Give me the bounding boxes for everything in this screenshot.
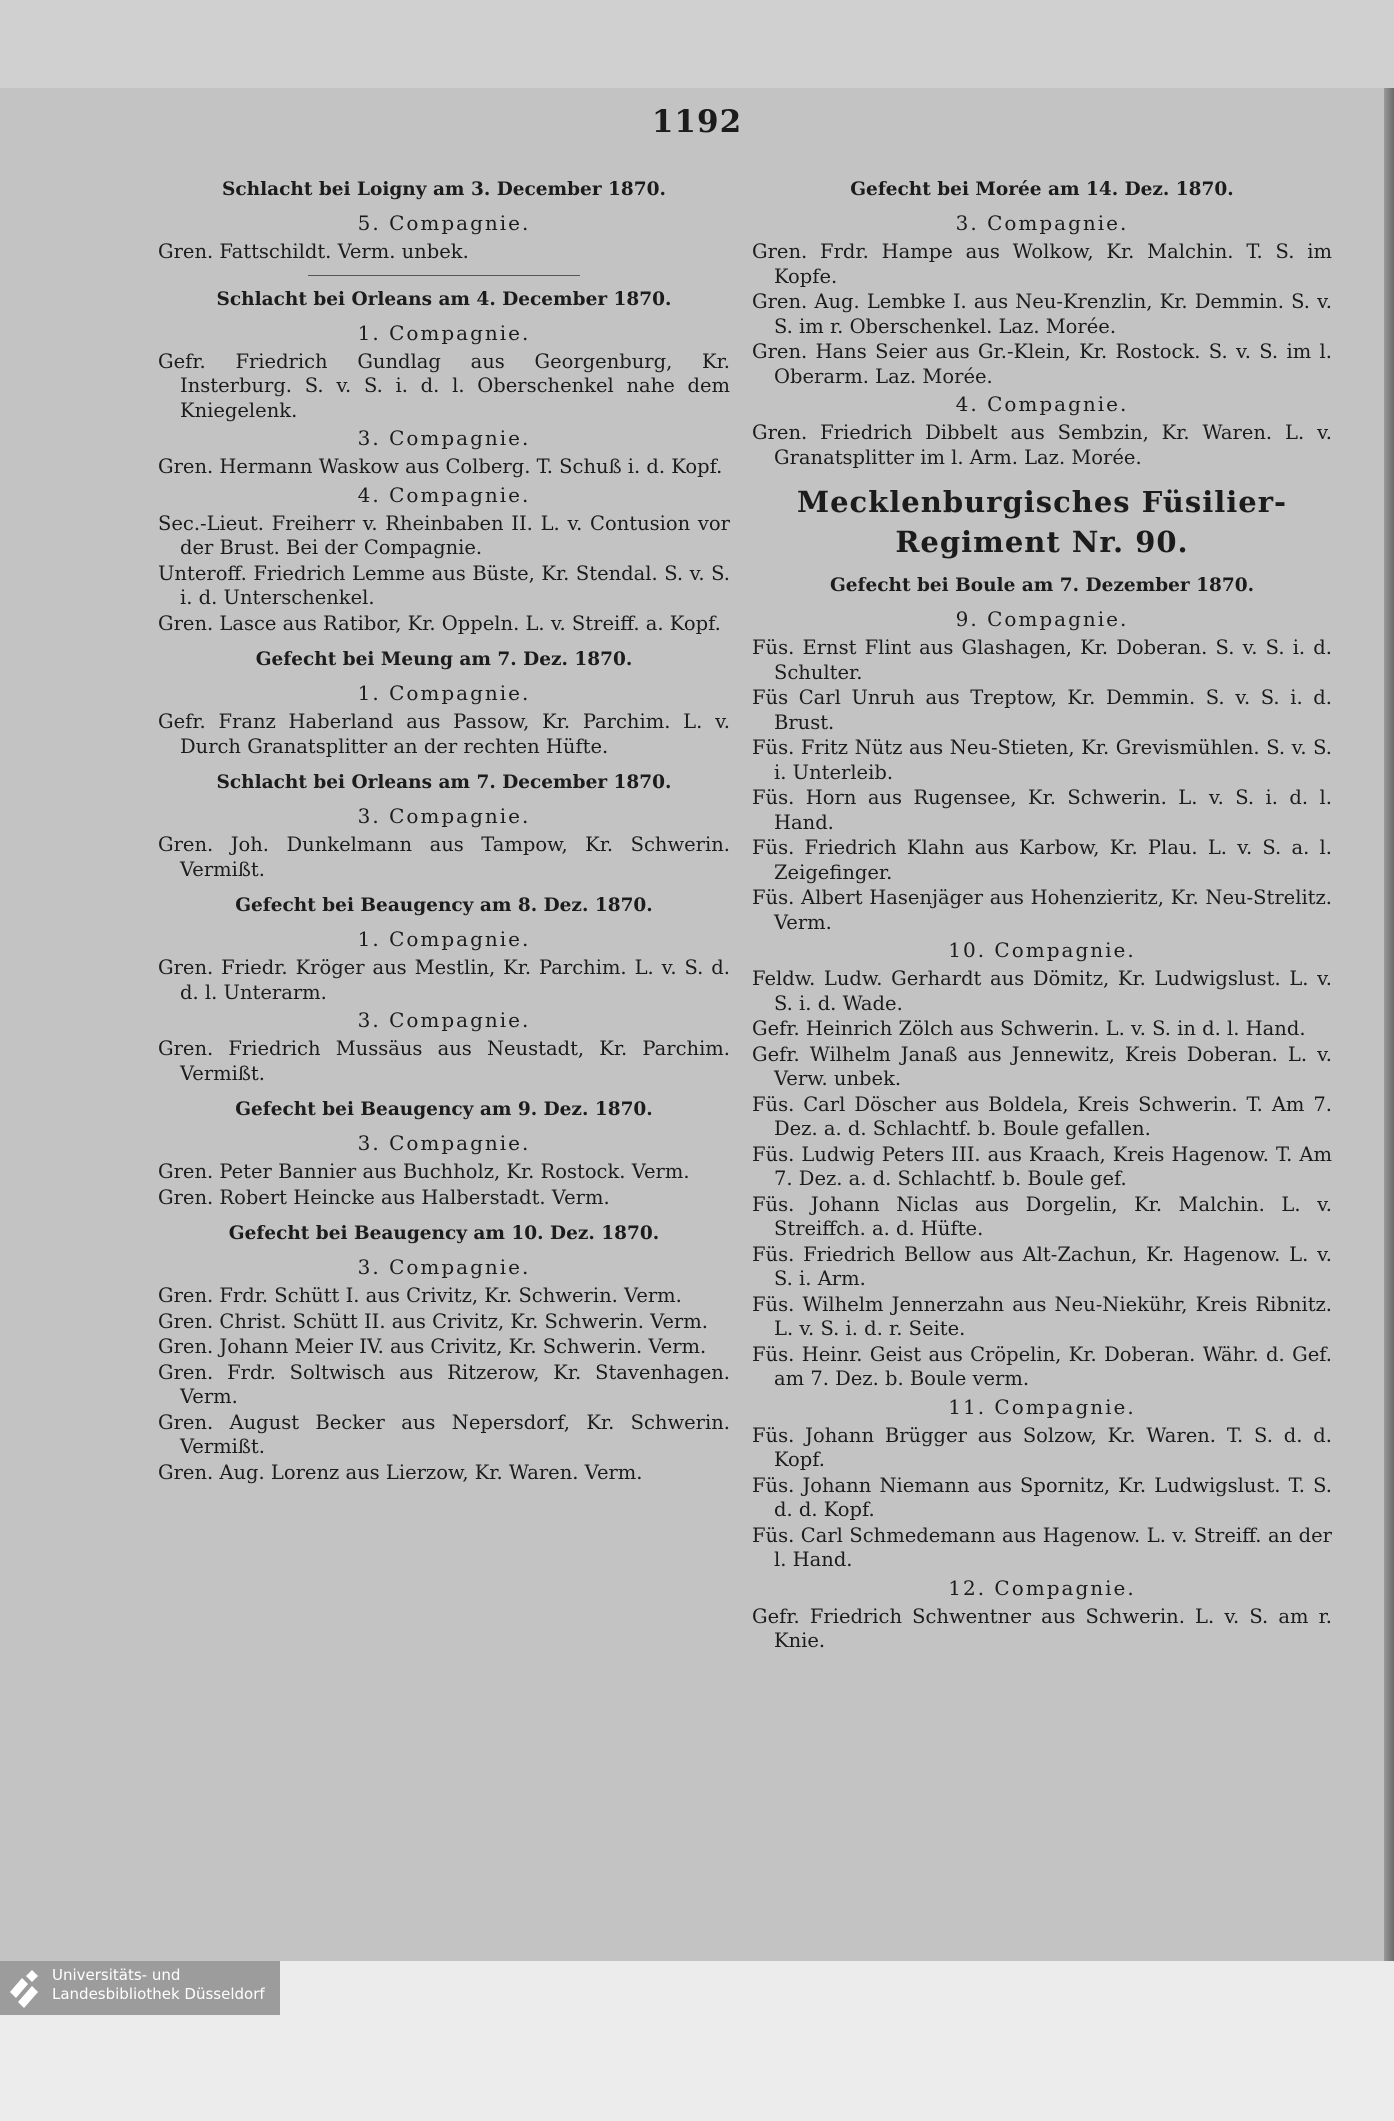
casualty-entry: Füs. Friedrich Klahn aus Karbow, Kr. Plau. L. v. S. a. l. Zeigefinger. [752, 836, 1332, 884]
company-label: 4. Compagnie. [955, 392, 1129, 416]
section-heading: Gefecht bei Boule am 7. Dezember 1870. [829, 575, 1255, 596]
casualty-entry: Gren. Friedr. Kröger aus Mestlin, Kr. Parchim. L. v. S. d. d. l. Unterarm. [158, 956, 730, 1004]
section-heading: Gefecht bei Beaugency am 10. Dez. 1870. [228, 1223, 660, 1244]
casualty-entry: Füs. Ludwig Peters III. aus Kraach, Kreis Hagenow. T. Am 7. Dez. a. d. Schlachtf. b. Boule gef. [752, 1142, 1332, 1190]
section-heading: Gefecht bei Meung am 7. Dez. 1870. [255, 649, 633, 670]
casualty-entry: Gren. Robert Heincke aus Halberstadt. Verm. [158, 1185, 610, 1209]
left-column [158, 166, 730, 1486]
casualty-entry: Gren. Frdr. Soltwisch aus Ritzerow, Kr. Stavenhagen. Verm. [158, 1360, 730, 1408]
section-heading: Gefecht bei Morée am 14. Dez. 1870. [850, 179, 1234, 200]
section-heading: Schlacht bei Orleans am 4. December 1870. [216, 288, 672, 310]
company-label: 4. Compagnie. [357, 482, 531, 507]
casualty-entry: Feldw. Ludw. Gerhardt aus Dömitz, Kr. Ludwigslust. L. v. S. i. d. Wade. [752, 967, 1332, 1015]
casualty-entry: Gren. Friedrich Mussäus aus Neustadt, Kr. Parchim. Vermißt. [158, 1037, 730, 1085]
company-label: 5. Compagnie. [357, 211, 531, 235]
casualty-entry: Gren. Lasce aus Ratibor, Kr. Oppeln. L. v. Streiff. a. Kopf. [158, 611, 721, 635]
company-label: 3. Compagnie. [357, 1008, 531, 1032]
casualty-entry: Füs. Johann Brügger aus Solzow, Kr. Waren. T. S. d. d. Kopf. [752, 1423, 1332, 1471]
casualty-entry: Füs. Fritz Nütz aus Neu-Stieten, Kr. Grevismühlen. S. v. S. i. Unterleib. [752, 736, 1332, 784]
company-label: 3. Compagnie. [357, 1255, 531, 1279]
company-label: 9. Compagnie. [955, 607, 1129, 631]
casualty-entry: Gren. Peter Bannier aus Buchholz, Kr. Rostock. Verm. [158, 1160, 690, 1183]
company-label: 11. Compagnie. [948, 1394, 1136, 1419]
casualty-entry: Füs. Carl Döscher aus Boldela, Kreis Schwerin. T. Am 7. Dez. a. d. Schlachtf. b. Boule gefallen. [752, 1092, 1332, 1140]
casualty-entry: Gren. August Becker aus Nepersdorf, Kr. Schwerin. Vermißt. [158, 1410, 730, 1458]
company-label: 3. Compagnie. [955, 211, 1129, 235]
casualty-entry: Gren. Hermann Waskow aus Colberg. T. Schuß i. d. Kopf. [158, 455, 723, 478]
casualty-entry: Gren. Johann Meier IV. aus Crivitz, Kr. Schwerin. Verm. [158, 1335, 707, 1358]
library-logo-icon[interactable] [6, 1966, 46, 2010]
casualty-entry: Füs Carl Unruh aus Treptow, Kr. Demmin. S. v. S. i. d. Brust. [752, 686, 1332, 734]
company-label: 12. Compagnie. [948, 1575, 1136, 1600]
casualty-entry: Füs. Friedrich Bellow aus Alt-Zachun, Kr. Hagenow. L. v. S. i. Arm. [752, 1242, 1332, 1290]
page-number: 1192 [651, 104, 743, 140]
casualty-entry: Füs. Albert Hasenjäger aus Hohenzieritz, Kr. Neu-Strelitz. Verm. [752, 886, 1332, 934]
casualty-entry: Füs. Ernst Flint aus Glashagen, Kr. Doberan. S. v. S. i. d. Schulter. [752, 636, 1332, 684]
casualty-entry: Gren. Friedrich Dibbelt aus Sembzin, Kr. Waren. L. v. Granatsplitter im l. Arm. Laz. Morée. [752, 421, 1332, 469]
company-label: 1. Compagnie. [357, 927, 531, 951]
casualty-entry: Gren. Joh. Dunkelmann aus Tampow, Kr. Schwerin. Vermißt. [158, 833, 730, 881]
casualty-entry: Gefr. Friedrich Schwentner aus Schwerin. L. v. S. am r. Knie. [752, 1604, 1332, 1652]
section-heading: Gefecht bei Beaugency am 8. Dez. 1870. [235, 895, 653, 916]
section-heading: Schlacht bei Loigny am 3. December 1870. [222, 179, 666, 200]
page-edge-shadow [1384, 88, 1394, 1961]
casualty-entry: Gefr. Franz Haberland aus Passow, Kr. Parchim. L. v. Durch Granatsplitter an der rechten Hüfte. [158, 710, 730, 758]
casualty-entry: Füs. Wilhelm Jennerzahn aus Neu-Niekühr, Kreis Ribnitz. L. v. S. i. d. r. Seite. [752, 1292, 1332, 1340]
casualty-entry: Gefr. Friedrich Gundlag aus Georgenburg, Kr. Insterburg. S. v. S. i. d. l. Oberschenkel nahe dem Kniegelenk. [158, 349, 730, 422]
casualty-entry: Sec.-Lieut. Freiherr v. Rheinbaben II. L. v. Contusion vor der Brust. Bei der Compagnie. [158, 511, 730, 559]
company-label: 1. Compagnie. [357, 681, 531, 705]
company-label: 10. Compagnie. [948, 938, 1136, 962]
casualty-entry: Gren. Frdr. Hampe aus Wolkow, Kr. Malchin. T. S. im Kopfe. [752, 240, 1332, 288]
casualty-entry: Gefr. Wilhelm Janaß aus Jennewitz, Kreis Doberan. L. v. Verw. unbek. [752, 1042, 1332, 1090]
casualty-entry: Gren. Christ. Schütt II. aus Crivitz, Kr. Schwerin. Verm. [158, 1309, 708, 1333]
casualty-entry: Füs. Heinr. Geist aus Cröpelin, Kr. Doberan. Währ. d. Gef. am 7. Dez. b. Boule verm. [752, 1342, 1332, 1390]
casualty-entry: Füs. Horn aus Rugensee, Kr. Schwerin. L. v. S. i. d. l. Hand. [752, 786, 1332, 834]
casualty-entry: Gren. Frdr. Schütt I. aus Crivitz, Kr. Schwerin. Verm. [158, 1284, 682, 1307]
company-label: 1. Compagnie. [357, 320, 531, 345]
section-heading: Gefecht bei Beaugency am 9. Dez. 1870. [235, 1099, 653, 1120]
section-heading: Schlacht bei Orleans am 7. December 1870. [216, 772, 672, 793]
company-label: 3. Compagnie. [357, 804, 531, 828]
casualty-entry: Gren. Fattschildt. Verm. unbek. [158, 240, 469, 263]
library-name-line1: Universitäts- und [52, 1966, 181, 1984]
right-column [752, 166, 1332, 1655]
casualty-entry: Füs. Johann Niclas aus Dorgelin, Kr. Malchin. L. v. Streiffch. a. d. Hüfte. [752, 1192, 1332, 1240]
casualty-entry: Gren. Aug. Lorenz aus Lierzow, Kr. Waren. Verm. [158, 1460, 643, 1484]
casualty-entry: Gefr. Heinrich Zölch aus Schwerin. L. v. S. in d. l. Hand. [752, 1017, 1306, 1040]
library-name[interactable] [52, 1966, 265, 2004]
company-label: 3. Compagnie. [357, 1131, 531, 1155]
regiment-heading: Mecklenburgisches Füsilier-Regiment Nr. 90. [796, 485, 1288, 559]
section-divider [308, 275, 580, 276]
casualty-entry: Füs. Carl Schmedemann aus Hagenow. L. v. Streiff. an der l. Hand. [752, 1523, 1332, 1571]
casualty-entry: Gren. Aug. Lembke I. aus Neu-Krenzlin, Kr. Demmin. S. v. S. im r. Oberschenkel. Laz. Morée. [752, 290, 1332, 338]
library-name-line2: Landesbibliothek Düsseldorf [52, 1985, 265, 2003]
casualty-entry: Füs. Johann Niemann aus Spornitz, Kr. Ludwigslust. T. S. d. d. Kopf. [752, 1473, 1332, 1521]
company-label: 3. Compagnie. [357, 426, 531, 450]
casualty-entry: Unteroff. Friedrich Lemme aus Büste, Kr. Stendal. S. v. S. i. d. Unterschenkel. [158, 561, 730, 609]
casualty-entry: Gren. Hans Seier aus Gr.-Klein, Kr. Rostock. S. v. S. im l. Oberarm. Laz. Morée. [752, 340, 1332, 388]
